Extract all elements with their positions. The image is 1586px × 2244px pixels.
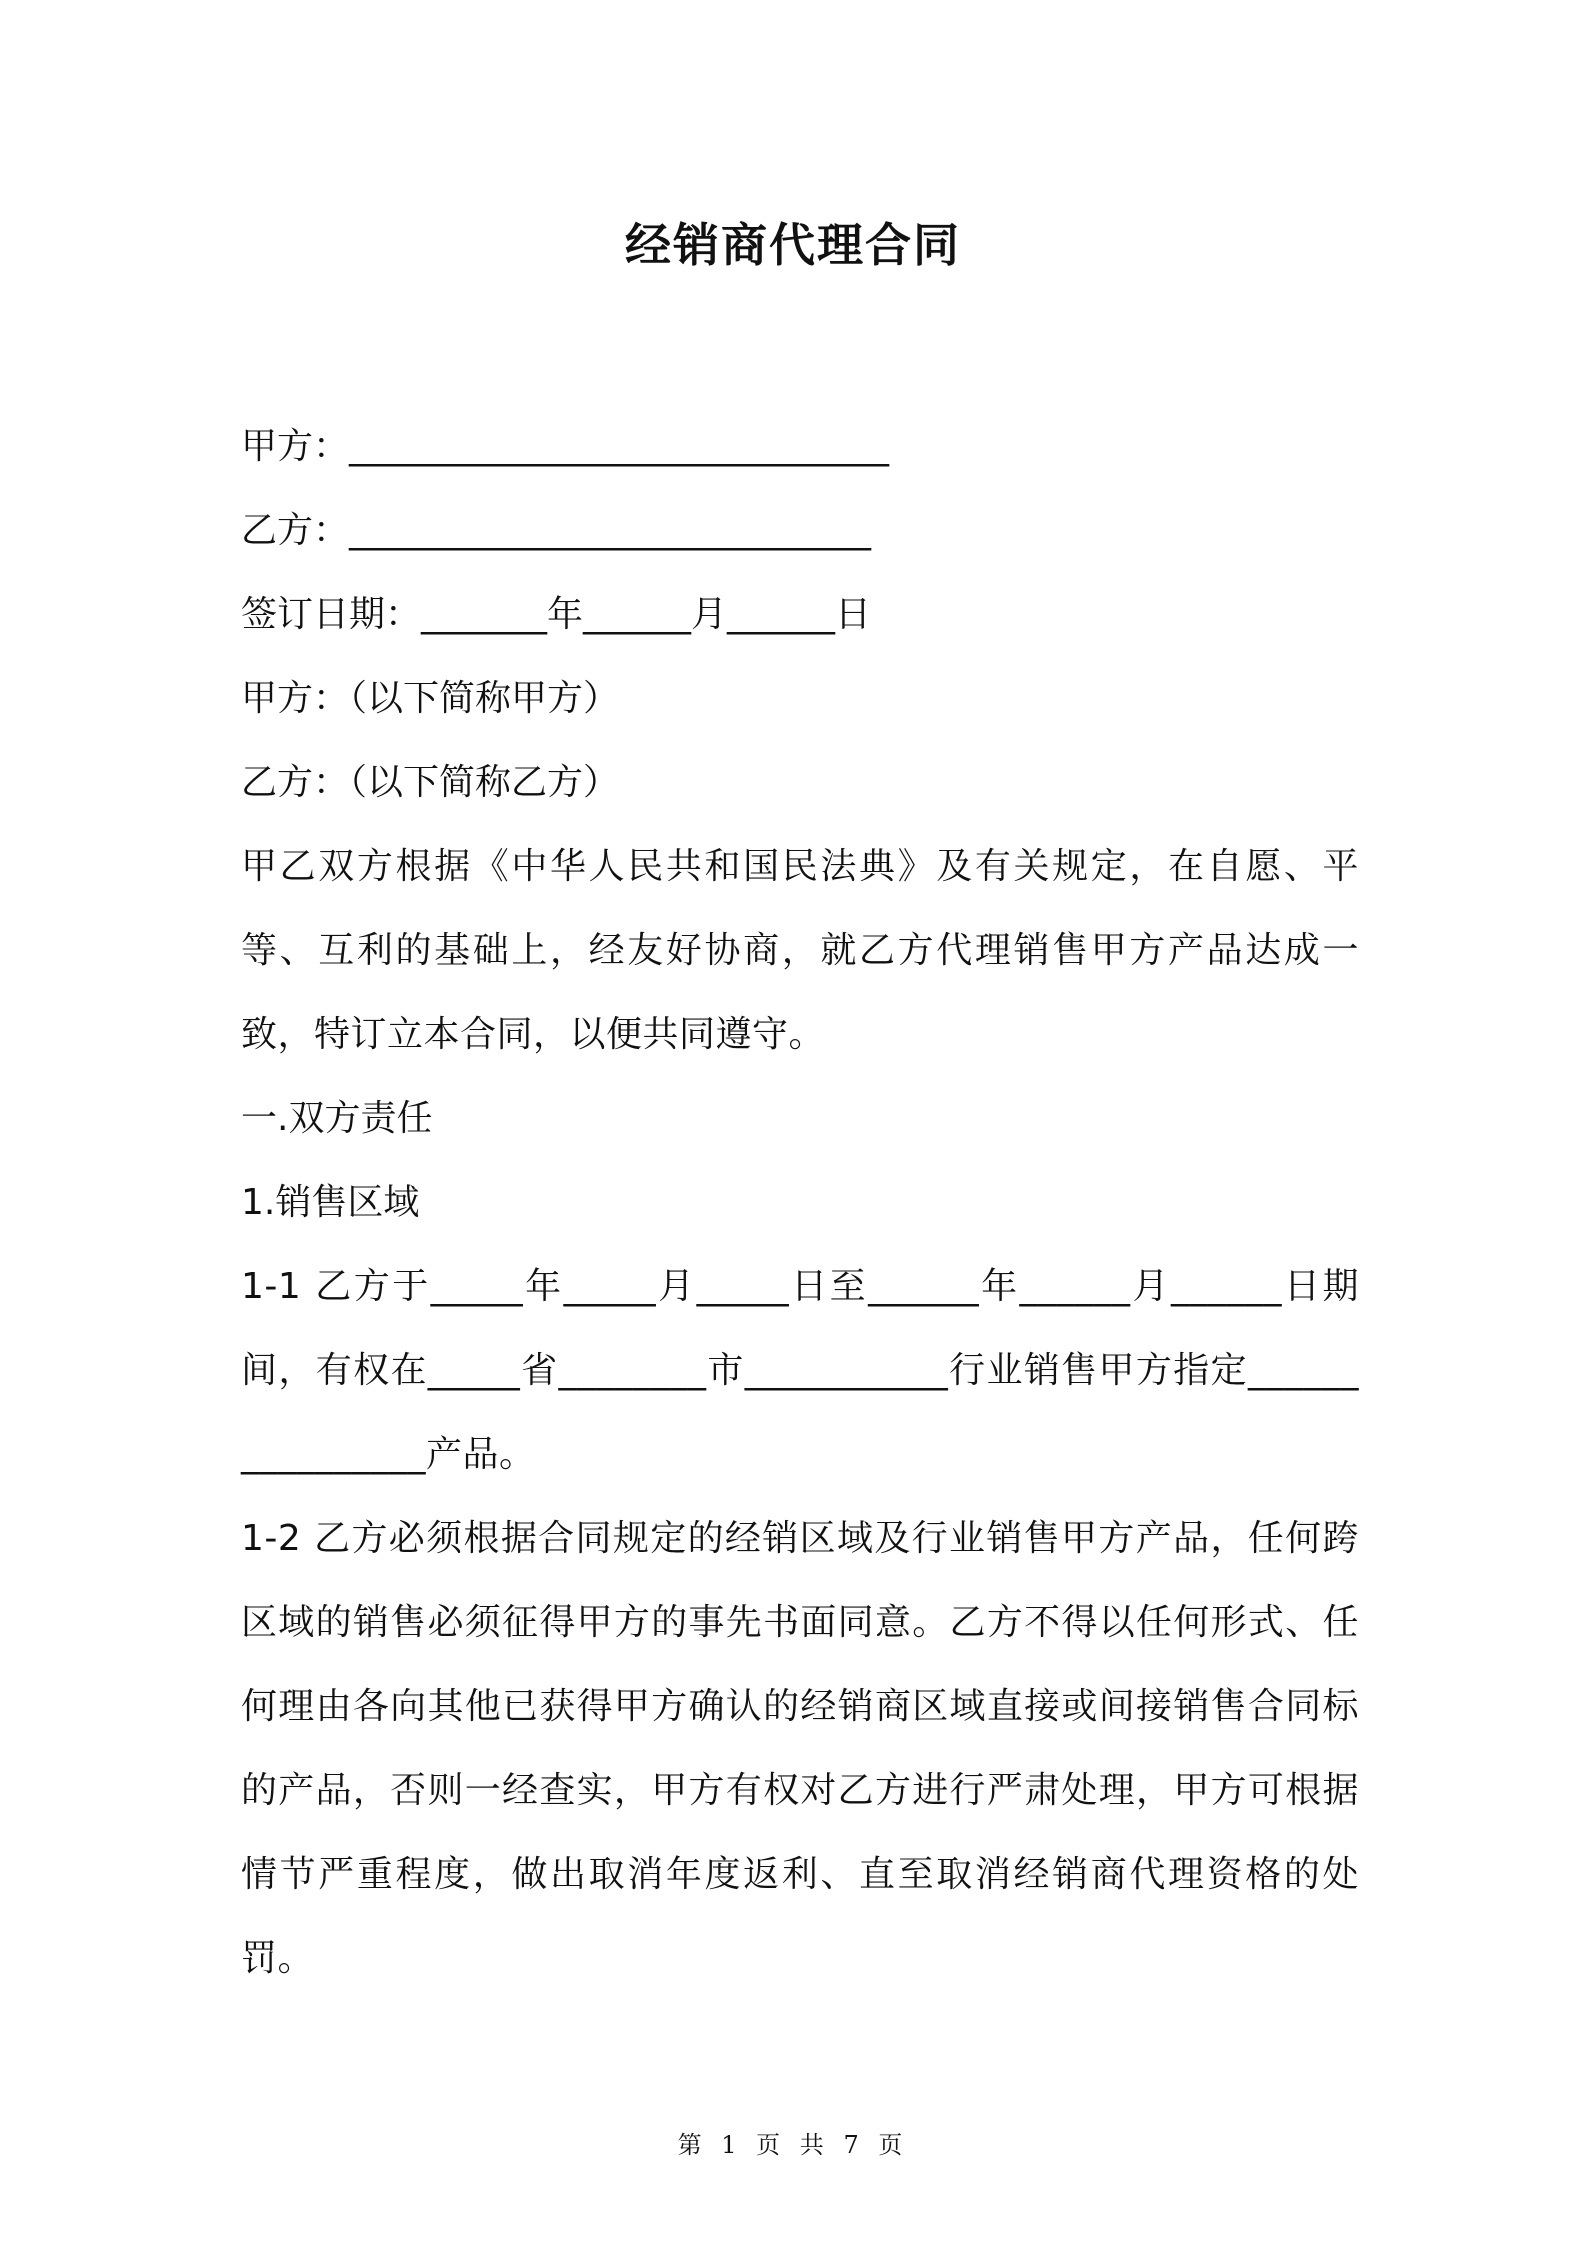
intro-paragraph: 甲乙双方根据《中华人民共和国民法典》及有关规定，在自愿、平等、互利的基础上，经友好协商，就乙方代理销售甲方产品达成一致，特订立本合同，以便共同遵守。	[241, 846, 1359, 1055]
subsection-heading: 1.销售区域	[241, 1182, 420, 1223]
clause-1-2: 1-2 乙方必须根据合同规定的经销区域及行业销售甲方产品，任何跨区域的销售必须征得甲方的事先书面同意。乙方不得以任何形式、任何理由各向其他已获得甲方确认的经销商区域直接或间接销售合同标的产品，否则一经查实，甲方有权对乙方进行严肃处理，甲方可根据情节严重程度，做出取消年度返利、直至取消经销商代理资格的处罚。	[241, 1518, 1359, 1979]
clause-1-1: 1-1 乙方于_____年_____月_____日至______年______月______日期间，有权在_____省________市___________行业销售甲方指定________________产品。	[241, 1266, 1359, 1475]
party-b-alias: 乙方：（以下简称乙方）	[241, 762, 620, 803]
party-a-line: 甲方：______________________________	[241, 426, 890, 467]
party-a-alias: 甲方：（以下简称甲方）	[241, 678, 620, 719]
document-body	[241, 405, 1359, 2001]
sign-date-line: 签订日期：_______年______月______日	[241, 594, 872, 635]
page-indicator: 第 1 页 共 7 页	[677, 2131, 909, 2159]
document-title: 经销商代理合同	[625, 218, 961, 272]
party-b-line: 乙方：_____________________________	[241, 510, 872, 551]
section-heading: 一.双方责任	[241, 1098, 433, 1139]
